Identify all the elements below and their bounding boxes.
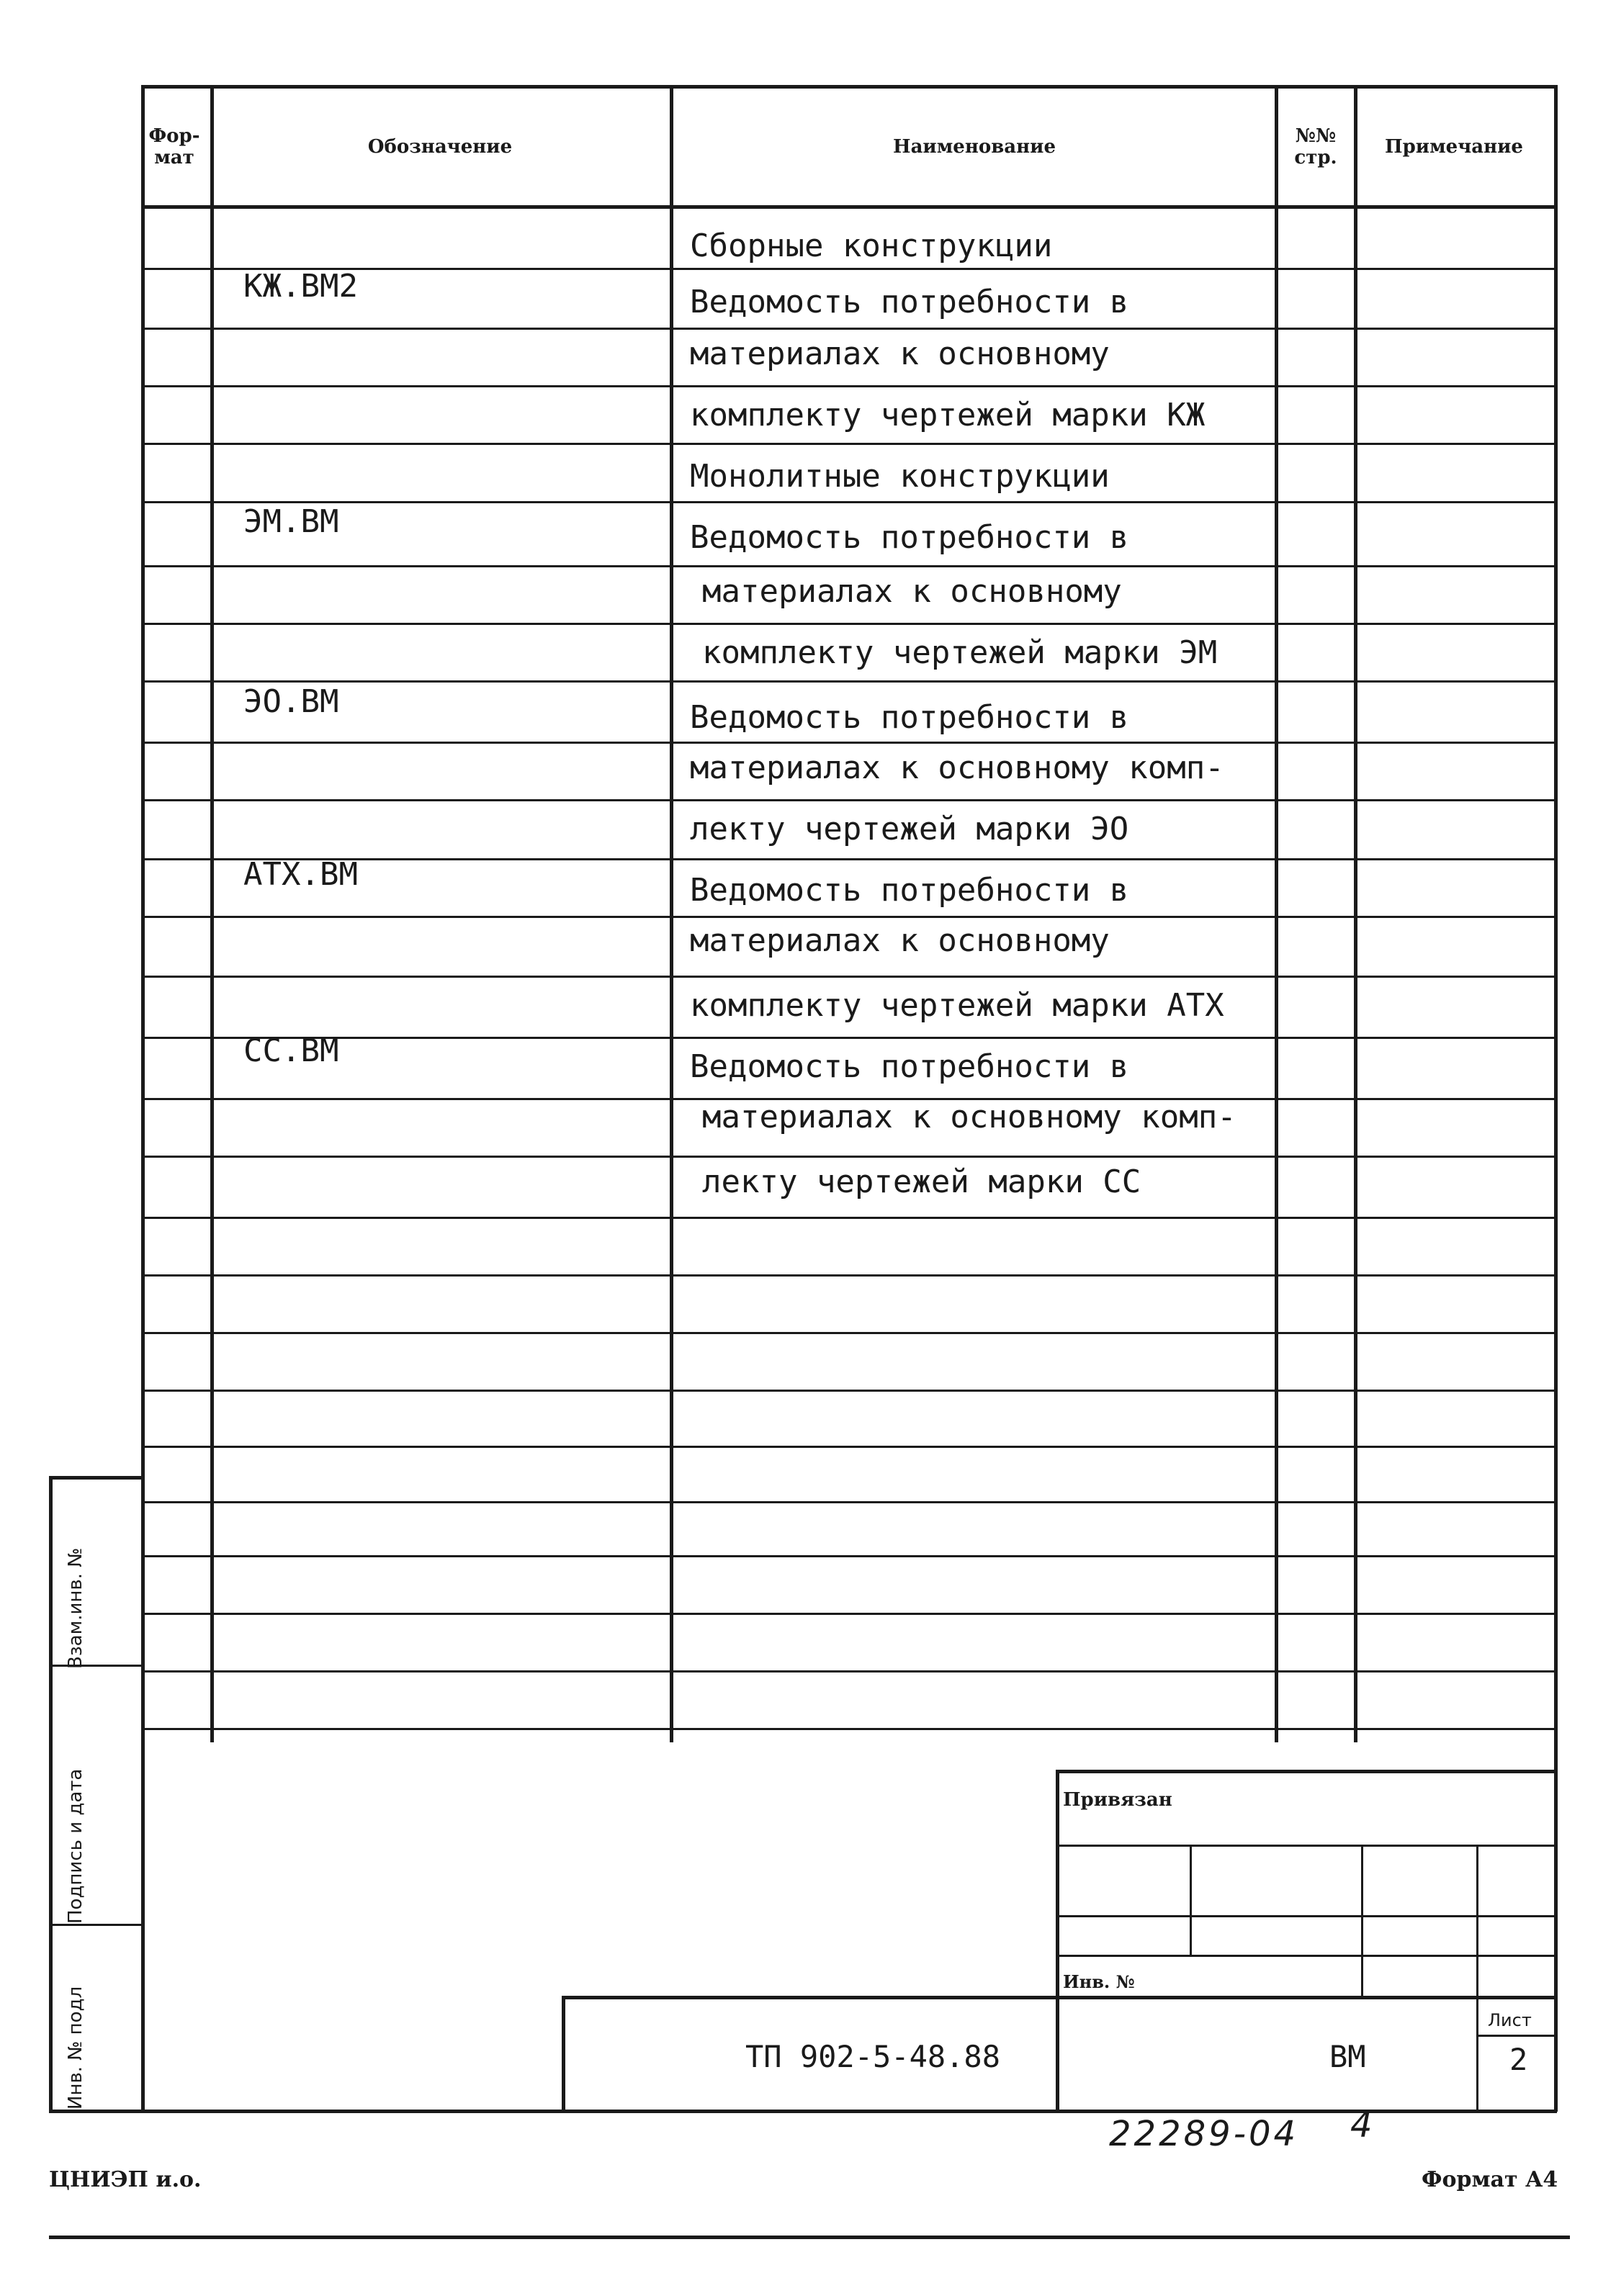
column-line: [1354, 85, 1357, 1742]
title-block-left: [1056, 1770, 1059, 2110]
sheet-number: 2: [1509, 2042, 1528, 2077]
row-line: [141, 976, 1557, 978]
row-line: [141, 328, 1557, 330]
row-name: лекту чертежей марки СС: [702, 1163, 1141, 1200]
row-designation: СС.ВМ: [243, 1032, 339, 1069]
stamp-inv-no-label: Инв. №: [1063, 1971, 1135, 1992]
row-line: [141, 680, 1557, 683]
header-rule: [141, 205, 1557, 209]
row-line: [141, 623, 1557, 625]
footer-format: Формат А4: [1422, 2167, 1558, 2192]
row-line: [141, 799, 1557, 801]
row-name: материалах к основному комп-: [702, 1099, 1236, 1135]
row-line: [141, 501, 1557, 503]
row-name: материалах к основному комп-: [690, 749, 1224, 786]
title-block-line: [1056, 1915, 1557, 1917]
doc-code: ТП 902-5-48.88: [745, 2039, 1001, 2074]
row-line: [141, 1156, 1557, 1158]
row-name: Сборные конструкции: [690, 228, 1053, 264]
row-designation: ЭО.ВМ: [243, 683, 339, 720]
row-line: [141, 1501, 1557, 1503]
row-line: [141, 1555, 1557, 1557]
title-block-top: [1056, 1770, 1557, 1773]
title-block-line: [1476, 1845, 1478, 2110]
row-line: [141, 742, 1557, 744]
handwritten-page: 4: [1350, 2105, 1375, 2146]
header-name: Наименование: [893, 136, 1056, 158]
row-name: Ведомость потребности в: [690, 872, 1129, 909]
column-line: [670, 85, 673, 1742]
row-line: [141, 1217, 1557, 1219]
side-stamp-bottom: [49, 2110, 143, 2113]
row-line: [141, 443, 1557, 445]
frame-bottom: [141, 2110, 1557, 2113]
header-note: Примечание: [1385, 136, 1523, 158]
header-pages: №№ стр.: [1294, 125, 1337, 168]
row-name: комплекту чертежей марки ЭМ: [702, 634, 1218, 671]
footer-org: ЦНИЭП и.о.: [49, 2167, 202, 2192]
column-line: [210, 85, 214, 1742]
header-format: Фор- мат: [148, 125, 200, 168]
column-line: [1275, 85, 1278, 1742]
side-label-replace-inv: Взам.инв. №: [65, 1547, 86, 1669]
row-name: материалах к основному: [690, 336, 1110, 372]
main-stamp-top: [562, 1996, 1557, 1999]
row-name: материалах к основному: [702, 573, 1122, 610]
doc-mark: ВМ: [1329, 2039, 1366, 2074]
row-line: [141, 1390, 1557, 1392]
row-name: Монолитные конструкции: [690, 458, 1110, 495]
row-line: [141, 1728, 1557, 1730]
row-name: Ведомость потребности в: [690, 699, 1129, 736]
row-name: Ведомость потребности в: [690, 284, 1129, 320]
row-name: лекту чертежей марки ЭО: [690, 811, 1129, 847]
row-name: Ведомость потребности в: [690, 519, 1129, 556]
footer-rule: [49, 2236, 1570, 2239]
title-block-line: [1361, 1845, 1363, 1996]
row-line: [141, 1274, 1557, 1277]
frame-top: [141, 85, 1557, 89]
row-designation: АТХ.ВМ: [243, 856, 358, 893]
row-name: комплекту чертежей марки КЖ: [690, 397, 1206, 433]
row-line: [141, 1446, 1557, 1448]
side-stamp-top: [49, 1476, 143, 1480]
stamp-attached-label: Привязан: [1063, 1789, 1172, 1811]
title-block-line: [1056, 1845, 1557, 1847]
row-designation: ЭМ.ВМ: [243, 503, 339, 540]
sheet-label: Лист: [1488, 2010, 1532, 2030]
title-block-line: [1190, 1845, 1192, 1955]
row-line: [141, 1670, 1557, 1673]
row-line: [141, 1037, 1557, 1039]
side-label-inv-orig: Инв. № подл: [65, 1986, 86, 2110]
row-line: [141, 385, 1557, 387]
row-line: [141, 565, 1557, 567]
row-designation: КЖ.ВМ2: [243, 268, 358, 305]
side-label-sign-date: Подпись и дата: [65, 1768, 86, 1924]
row-line: [141, 1613, 1557, 1615]
side-stamp-divider: [49, 1924, 143, 1926]
row-line: [141, 1332, 1557, 1334]
handwritten-number: 22289-04: [1109, 2114, 1299, 2154]
title-block-line: [1056, 1955, 1557, 1957]
side-stamp-left: [49, 1476, 53, 2110]
row-name: комплекту чертежей марки АТХ: [690, 987, 1224, 1024]
row-name: материалах к основному: [690, 922, 1110, 959]
main-stamp-left: [562, 1996, 565, 2110]
row-line: [141, 916, 1557, 918]
row-name: Ведомость потребности в: [690, 1048, 1129, 1085]
header-designation: Обозначение: [367, 136, 513, 158]
sheet-divider: [1476, 2035, 1557, 2037]
side-stamp-divider: [49, 1665, 143, 1667]
